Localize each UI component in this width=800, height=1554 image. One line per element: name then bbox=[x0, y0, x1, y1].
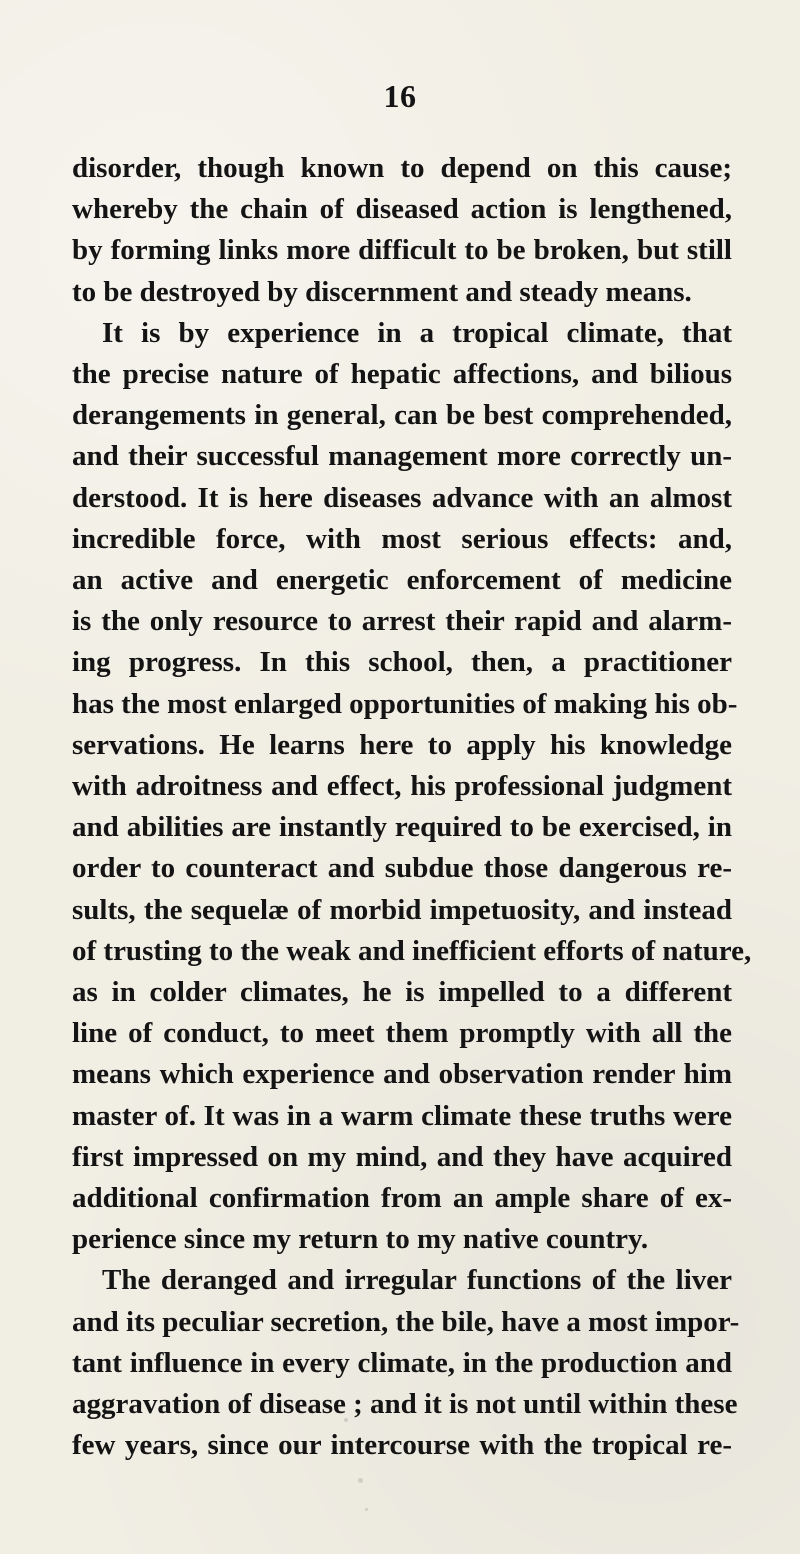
text-line: and their successful management more correctly un- bbox=[72, 440, 732, 473]
text-line: by forming links more difficult to be broken, but still bbox=[72, 234, 732, 267]
text-line: servations. He learns here to apply his knowledge bbox=[72, 728, 732, 761]
text-line: of trusting to the weak and inefficient efforts of nature, bbox=[72, 934, 752, 967]
text-line: with adroitness and effect, his professional judgment bbox=[72, 770, 732, 803]
text-line: ing progress. In this school, then, a practitioner bbox=[72, 646, 732, 679]
paragraph-start-line: The deranged and irregular functions of the liver bbox=[102, 1264, 732, 1297]
text-line: tant influence in every climate, in the production and bbox=[72, 1346, 732, 1379]
text-line: the precise nature of hepatic affections, and bilious bbox=[72, 358, 732, 391]
text-line: whereby the chain of diseased action is lengthened, bbox=[72, 193, 732, 226]
paragraph-start-line: It is by experience in a tropical climate, that bbox=[102, 316, 732, 349]
text-line: aggravation of disease ; and it is not until within these bbox=[72, 1388, 738, 1421]
text-line: is the only resource to arrest their rapid and alarm- bbox=[72, 605, 732, 638]
text-line: master of. It was in a warm climate these truths were bbox=[72, 1099, 732, 1132]
text-line: first impressed on my mind, and they have acquired bbox=[72, 1140, 732, 1173]
body-text bbox=[72, 148, 752, 1467]
text-line: derangements in general, can be best comprehended, bbox=[72, 399, 732, 432]
text-line: disorder, though known to depend on this cause; bbox=[72, 152, 732, 184]
text-line: to be destroyed by discernment and steady means. bbox=[72, 275, 692, 308]
text-line: means which experience and observation render him bbox=[72, 1058, 732, 1091]
text-line: derstood. It is here diseases advance with an almost bbox=[72, 481, 732, 514]
page-number: 16 bbox=[383, 78, 417, 114]
text-line: as in colder climates, he is impelled to a different bbox=[72, 976, 732, 1009]
paper-speck bbox=[344, 1418, 348, 1422]
text-line: line of conduct, to meet them promptly with all the bbox=[72, 1017, 732, 1050]
paper-speck bbox=[351, 1446, 354, 1449]
text-line: order to counteract and subdue those dangerous re- bbox=[72, 852, 732, 885]
paper-speck bbox=[365, 1508, 368, 1511]
text-line: and its peculiar secretion, the bile, have a most impor- bbox=[72, 1305, 740, 1338]
text-line: additional confirmation from an ample share of ex- bbox=[72, 1182, 732, 1215]
text-line: has the most enlarged opportunities of making his ob- bbox=[72, 687, 738, 720]
text-line: sults, the sequelæ of morbid impetuosity, and instead bbox=[72, 893, 732, 926]
text-line: and abilities are instantly required to be exercised, in bbox=[72, 811, 732, 844]
text-line: few years, since our intercourse with the tropical re- bbox=[72, 1429, 732, 1462]
text-line: an active and energetic enforcement of medicine bbox=[72, 564, 732, 597]
text-line: perience since my return to my native country. bbox=[72, 1223, 649, 1256]
paper-speck bbox=[358, 1478, 363, 1483]
text-line: incredible force, with most serious effects: and, bbox=[72, 522, 732, 555]
